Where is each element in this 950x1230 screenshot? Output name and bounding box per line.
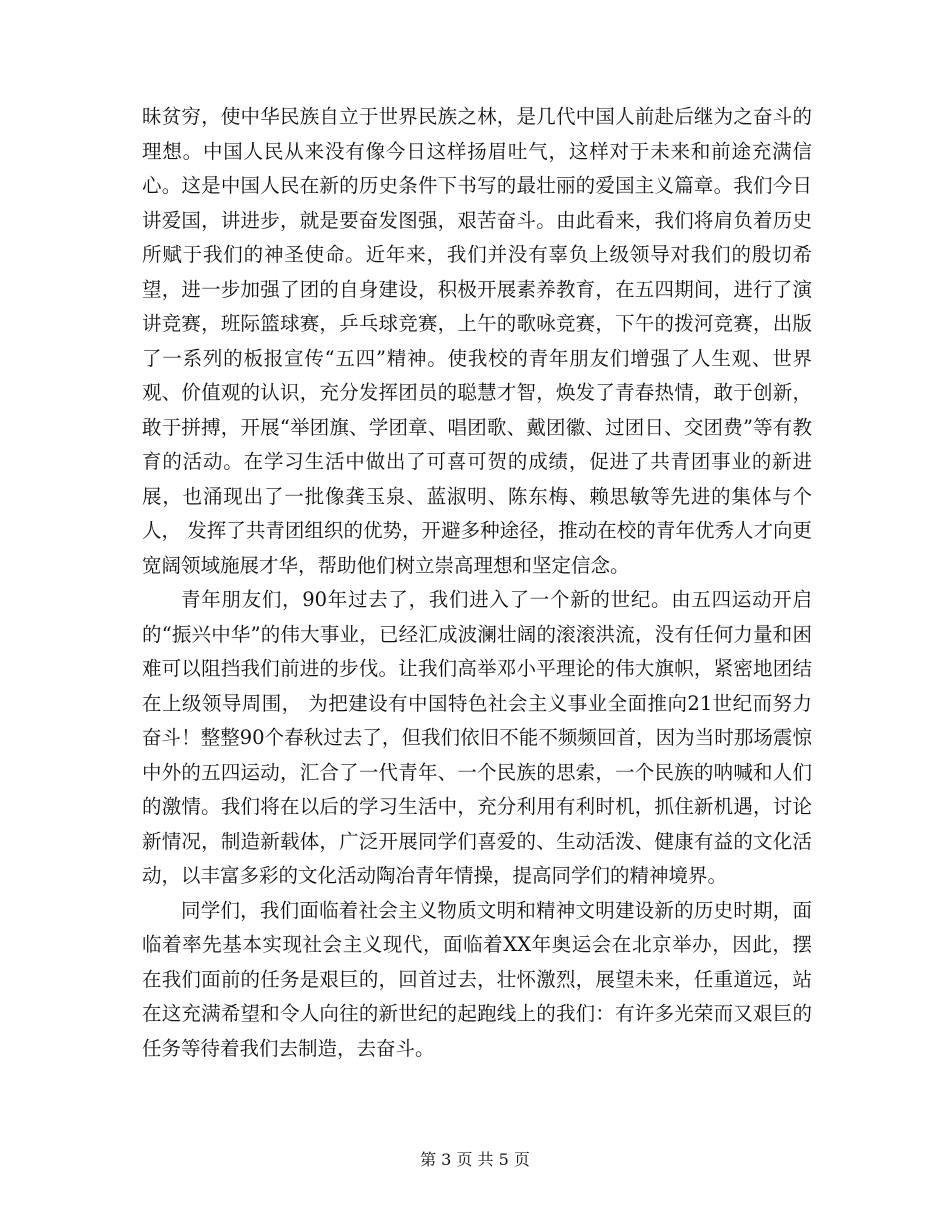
- document-body: [142, 100, 812, 1066]
- page-number-footer: 第 3 页 共 5 页: [420, 1150, 530, 1169]
- paragraph-1: 昧贫穷，使中华民族自立于世界民族之林，是几代中国人前赴后继为之奋斗的理想。中国人民从来没有像今日这样扬眉吐气，这样对于未来和前途充满信心。这是中国人民在新的历史条件下书写的最壮丽的爱国主义篇章。我们今日讲爱国，讲进步，就是要奋发图强，艰苦奋斗。由此看来，我们将肩负着历史所赋于我们的神圣使命。近年来，我们并没有辜负上级领导对我们的殷切希望，进一步加强了团的自身建设，积极开展素养教育，在五四期间，进行了演讲竞赛，班际篮球赛，乒乓球竞赛，上午的歌咏竞赛，下午的拨河竞赛，出版了一系列的板报宣传“五四”精神。使我校的青年朋友们增强了人生观、世界观、价值观的认识，充分发挥团员的聪慧才智，焕发了青春热情，敢于创新，敢于拼搏，开展“举团旗、学团章、唱团歌、戴团徽、过团日、交团费”等有教育的活动。在学习生活中做出了可喜可贺的成绩，促进了共青团事业的新进展，也涌现出了一批像龚玉泉、蓝淑明、陈东梅、赖思敏等先进的集体与个人， 发挥了共青团组织的优势，开避多种途径，推动在校的青年优秀人才向更宽阔领域施展才华，帮助他们树立崇高理想和坚定信念。: [142, 105, 812, 577]
- paragraph-2: 青年朋友们，90年过去了，我们进入了一个新的世纪。由五四运动开启的“振兴中华”的伟大事业，已经汇成波澜壮阔的滚滚洪流，没有任何力量和困难可以阻挡我们前进的步伐。让我们高举邓小平理论的伟大旗帜，紧密地团结在上级领导周围， 为把建设有中国特色社会主义事业全面推向21世纪而努力奋斗！整整90个春秋过去了，但我们依旧不能不频频回首，因为当时那场震惊中外的五四运动，汇合了一代青年、一个民族的思索，一个民族的呐喊和人们的激情。我们将在以后的学习生活中，充分利用有利时机，抓住新机遇，讨论新情况，制造新载体，广泛开展同学们喜爱的、生动活泼、健康有益的文化活动，以丰富多彩的文化活动陶冶青年情操，提高同学们的精神境界。: [142, 588, 812, 887]
- paragraph-3: 同学们，我们面临着社会主义物质文明和精神文明建设新的历史时期，面临着率先基本实现社会主义现代，面临着XX年奥运会在北京举办，因此，摆在我们面前的任务是艰巨的，回首过去，壮怀激烈，展望未来，任重道远，站在这充满希望和令人向往的新世纪的起跑线上的我们：有许多光荣而又艰巨的任务等待着我们去制造，去奋斗。: [142, 898, 812, 1060]
